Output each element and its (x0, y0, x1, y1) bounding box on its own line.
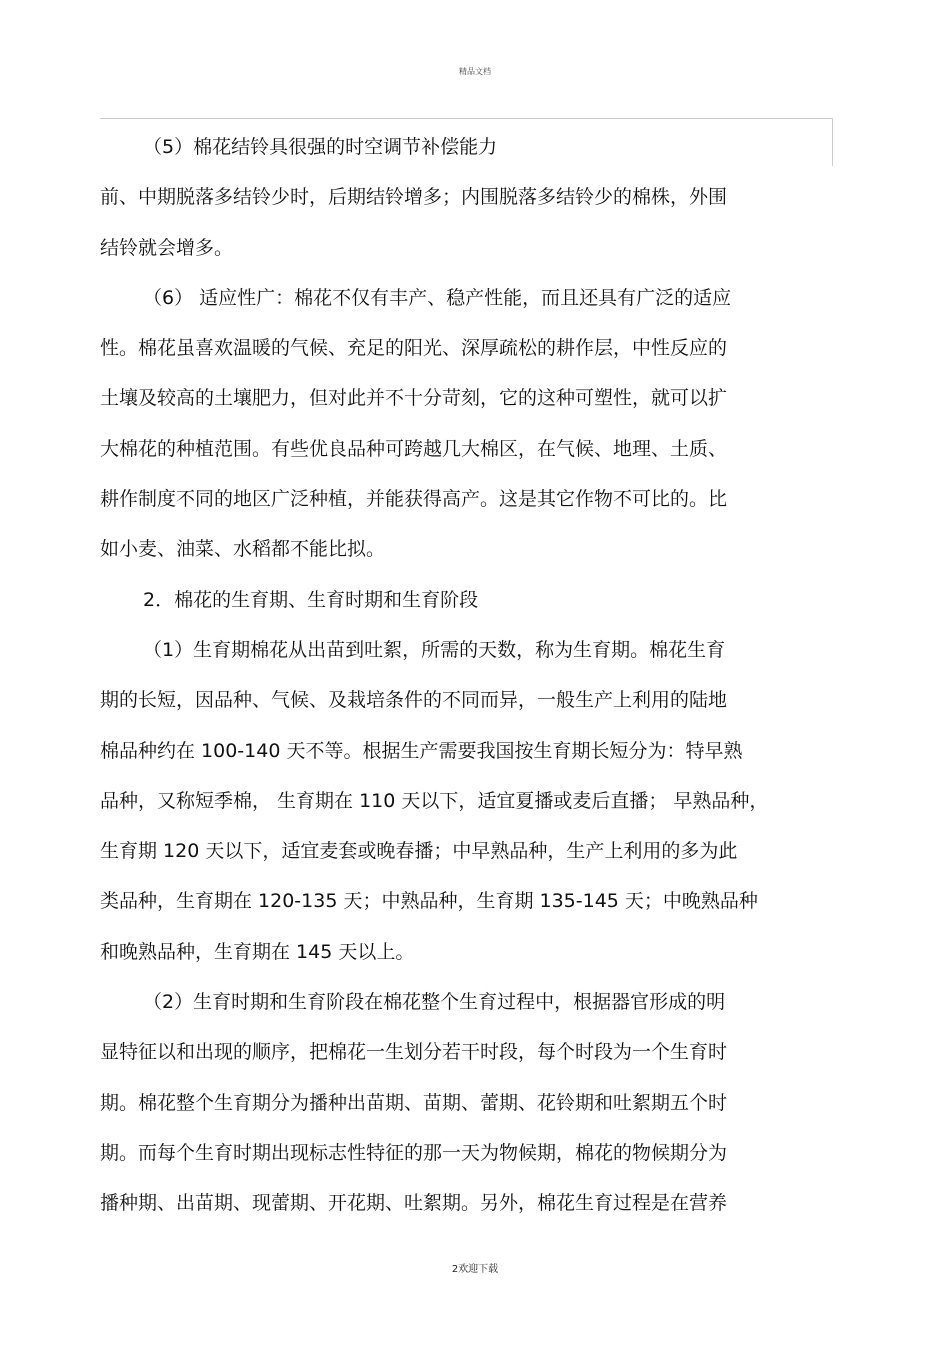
text-line: 大棉花的种植范围。有些优良品种可跨越几大棉区，在气候、地理、土质、 (100, 437, 728, 460)
text-line: 期。棉花整个生育期分为播种出苗期、苗期、蕾期、花铃期和吐絮期五个时 (100, 1091, 728, 1114)
top-rule (100, 118, 832, 119)
text-line: （6） 适应性广：棉花不仅有丰产、稳产性能，而且还具有广泛的适应 (143, 286, 732, 309)
text-line: 生育期 120 天以下，适宜麦套或晚春播；中早熟品种，生产上利用的多为此 (100, 840, 738, 863)
text-line: （1）生育期棉花从出苗到吐絮，所需的天数，称为生育期。棉花生育 (143, 638, 726, 661)
text-line: 如小麦、油菜、水稻都不能比拟。 (100, 538, 386, 561)
text-line: 和晚熟品种，生育期在 145 天以上。 (100, 940, 415, 963)
text-line: 播种期、出苗期、现蕾期、开花期、吐絮期。另外，棉花生育过程是在营养 (100, 1192, 728, 1215)
body-text (100, 122, 840, 1229)
page-footer (0, 1260, 950, 1275)
text-line: （2）生育时期和生育阶段在棉花整个生育过程中，根据器官形成的明 (143, 991, 726, 1014)
text-line: 显特征以和出现的顺序，把棉花一生划分若干时段，每个时段为一个生育时 (100, 1041, 728, 1064)
footer-text: 欢迎下载 (458, 1264, 499, 1275)
text-line: 类品种，生育期在 120-135 天；中熟品种，生育期 135-145 天；中晚熟品种 (100, 890, 758, 913)
text-line: （5）棉花结铃具很强的时空调节补偿能力 (143, 136, 498, 158)
text-line: 结铃就会增多。 (100, 236, 234, 259)
text-line: 品种，又称短季棉， 生育期在 110 天以下，适宜夏播或麦后直播； 早熟品种， (100, 789, 769, 812)
text-line: 耕作制度不同的地区广泛种植，并能获得高产。这是其它作物不可比的。比 (100, 488, 728, 511)
text-line: 性。棉花虽喜欢温暖的气候、充足的阳光、深厚疏松的耕作层，中性反应的 (100, 337, 728, 360)
page-number: 2 (451, 1264, 459, 1275)
text-line: 前、中期脱落多结铃少时，后期结铃增多；内围脱落多结铃少的棉株，外围 (100, 186, 728, 209)
text-line: 期的长短，因品种、气候、及栽培条件的不同而异，一般生产上利用的陆地 (100, 689, 728, 712)
section-heading: 2．棉花的生育期、生育时期和生育阶段 (143, 588, 479, 611)
text-line: 棉品种约在 100-140 天不等。根据生产需要我国按生育期长短分为：特早熟 (100, 739, 743, 762)
text-line: 土壤及较高的土壤肥力，但对此并不十分苛刻，它的这种可塑性，就可以扩 (100, 387, 728, 410)
page-header: 精品文档 (459, 67, 491, 76)
text-line: 期。而每个生育时期出现标志性特征的那一天为物候期，棉花的物候期分为 (100, 1141, 728, 1164)
